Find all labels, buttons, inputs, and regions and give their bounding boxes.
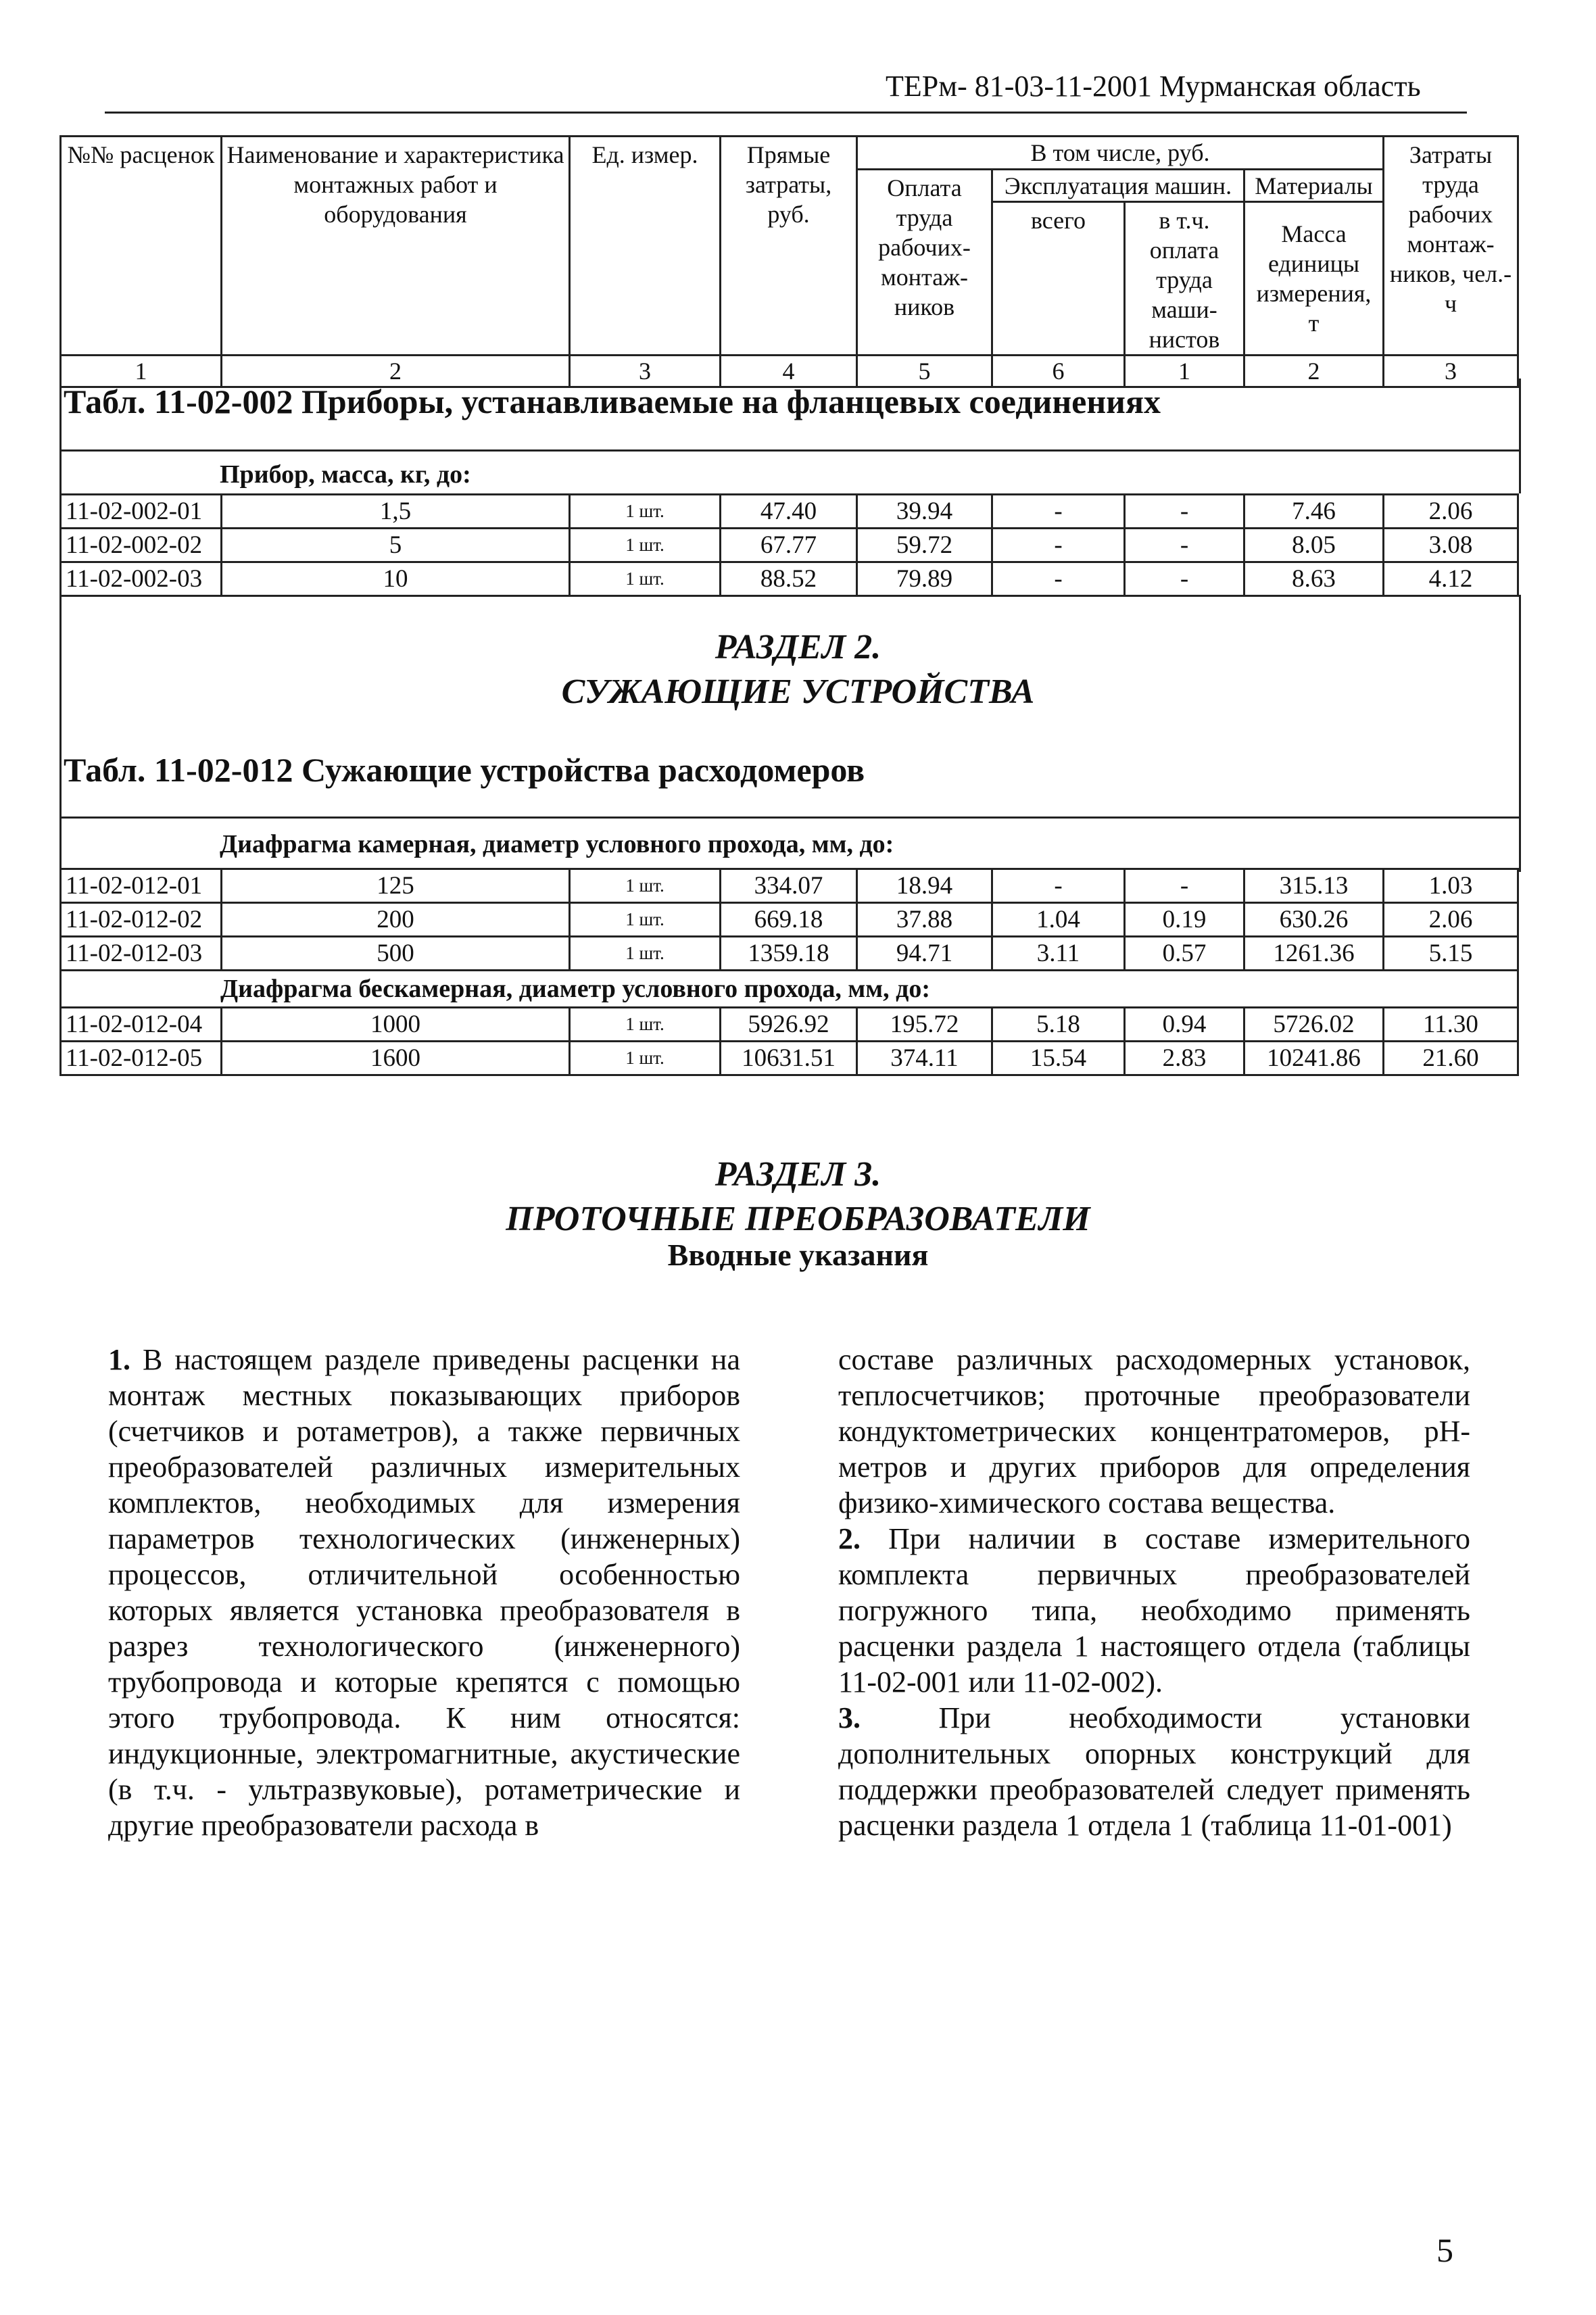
cell-code: 11-02-002-02 (61, 529, 222, 562)
cell-code: 11-02-012-02 (61, 903, 222, 937)
cell-machinists: - (1125, 869, 1244, 903)
paragraph-3 (838, 1700, 1470, 1843)
cell-code: 11-02-012-05 (61, 1042, 222, 1075)
table-row (61, 903, 1518, 937)
table1-group-label: Прибор, масса, кг, до: (220, 460, 471, 489)
cell-param: 1600 (222, 1042, 570, 1075)
cell-unit: 1 шт. (570, 529, 721, 562)
col-number: 4 (721, 356, 857, 387)
cell-direct: 10631.51 (721, 1042, 857, 1075)
cell-unit: 1 шт. (570, 1008, 721, 1042)
paragraph-number: 2. (838, 1522, 861, 1555)
col-header-code: №№ расценок (61, 137, 222, 356)
document-header: ТЕРм- 81-03-11-2001 Мурманская область (886, 70, 1421, 103)
col-header-machinist-wages: в т.ч. оплата труда маши-нистов (1125, 202, 1244, 356)
cell-unit: 1 шт. (570, 903, 721, 937)
cell-machines: - (992, 869, 1125, 903)
col-header-unit: Ед. измер. (570, 137, 721, 356)
column-header-table (59, 135, 1519, 388)
cell-wages: 37.88 (857, 903, 992, 937)
cell-direct: 334.07 (721, 869, 857, 903)
group-row (61, 971, 1518, 1008)
cell-labor: 21.60 (1384, 1042, 1518, 1075)
cell-direct: 67.77 (721, 529, 857, 562)
cell-param: 5 (222, 529, 570, 562)
cell-code: 11-02-012-04 (61, 1008, 222, 1042)
cell-mass: 8.05 (1244, 529, 1384, 562)
col-header-machines: Эксплуатация машин. (992, 170, 1244, 202)
cell-unit: 1 шт. (570, 495, 721, 529)
paragraph-1-continued: составе различных расходомерных установок, теплосчетчиков; проточные преобразователи кондуктометрических концентратомеров, pH-метров и других приборов для определения физико-химического состава вещества. (838, 1343, 1470, 1519)
cell-wages: 39.94 (857, 495, 992, 529)
cell-mass: 10241.86 (1244, 1042, 1384, 1075)
cell-unit: 1 шт. (570, 1042, 721, 1075)
cell-machinists: - (1125, 562, 1244, 596)
cell-direct: 669.18 (721, 903, 857, 937)
cell-code: 11-02-002-01 (61, 495, 222, 529)
section2-number: РАЗДЕЛ 2. (715, 628, 881, 666)
table2-group2-label: Диафрагма бескамерная, диаметр условного прохода, мм, до: (61, 971, 1518, 1008)
cell-code: 11-02-002-03 (61, 562, 222, 596)
paragraph-text: В настоящем разделе приведены расценки на монтаж местных показывающих приборов (счетчиков и ротаметров), а также первичных преобразователей различных измерительных комплектов, необходимых для измерения параметров технологических (инженерных) процессов, отличительной особенностью которых является установка преобразователя в разрез технологического (инженерного) трубопровода и которые крепятся с помощью этого трубопровода. К ним относятся: индукционные, электромагнитные, акустические (в т.ч. - ультразвуковые), ротаметрические и другие преобразователи расхода в (108, 1343, 741, 1842)
cell-machinists: 0.94 (1125, 1008, 1244, 1042)
text-column-right (838, 1342, 1470, 1843)
text-column-left (108, 1342, 740, 1843)
section2-name: СУЖАЮЩИЕ УСТРОЙСТВА (561, 673, 1035, 711)
cell-param: 125 (222, 869, 570, 903)
col-header-including: В том числе, руб. (857, 137, 1384, 170)
page-number: 5 (1436, 2231, 1453, 2269)
col-header-labor: Затраты труда рабочих монтаж-ников, чел.-ч (1384, 137, 1518, 356)
paragraph-2 (838, 1521, 1470, 1700)
cell-labor: 2.06 (1384, 495, 1518, 529)
cell-labor: 11.30 (1384, 1008, 1518, 1042)
cell-direct: 1359.18 (721, 937, 857, 971)
table-row (61, 1008, 1518, 1042)
divider (59, 817, 1519, 819)
table-row (61, 1042, 1518, 1075)
col-header-materials: Материалы (1244, 170, 1384, 202)
cell-wages: 59.72 (857, 529, 992, 562)
cell-param: 200 (222, 903, 570, 937)
paragraph-text: При необходимости установки дополнительных опорных конструкций для поддержки преобразователей следует применять расценки раздела 1 отдела 1 (таблица 11-01-001) (838, 1701, 1470, 1842)
col-number: 2 (1244, 356, 1384, 387)
table2-title: Табл. 11-02-012 Сужающие устройства расходомеров (64, 751, 865, 789)
cell-mass: 1261.36 (1244, 937, 1384, 971)
cell-labor: 1.03 (1384, 869, 1518, 903)
col-number: 6 (992, 356, 1125, 387)
cell-wages: 94.71 (857, 937, 992, 971)
cell-labor: 2.06 (1384, 903, 1518, 937)
paragraph-text: При наличии в составе измерительного комплекта первичных преобразователей погружного типа, необходимо применять расценки раздела 1 настоящего отдела (таблицы 11-02-001 или 11-02-002). (838, 1522, 1470, 1699)
col-number: 5 (857, 356, 992, 387)
table-row (61, 495, 1518, 529)
col-number: 1 (61, 356, 222, 387)
cell-machines: 1.04 (992, 903, 1125, 937)
cell-machinists: - (1125, 495, 1244, 529)
section2-title (0, 625, 1596, 714)
col-header-mass: Масса единицы измерения, т (1244, 202, 1384, 356)
table-row (61, 529, 1518, 562)
cell-unit: 1 шт. (570, 562, 721, 596)
section3-name: ПРОТОЧНЫЕ ПРЕОБРАЗОВАТЕЛИ (506, 1200, 1090, 1238)
header-rule (105, 112, 1467, 114)
col-header-name: Наименование и характеристика монтажных работ и оборудования (222, 137, 570, 356)
cell-code: 11-02-012-01 (61, 869, 222, 903)
cell-mass: 8.63 (1244, 562, 1384, 596)
cell-machinists: 0.57 (1125, 937, 1244, 971)
cell-code: 11-02-012-03 (61, 937, 222, 971)
paragraph-number: 3. (838, 1701, 861, 1734)
cell-machines: 15.54 (992, 1042, 1125, 1075)
cell-param: 10 (222, 562, 570, 596)
cell-labor: 3.08 (1384, 529, 1518, 562)
paragraph-1 (108, 1342, 740, 1843)
cell-machines: - (992, 495, 1125, 529)
intro-heading: Вводные указания (667, 1238, 929, 1272)
cell-mass: 630.26 (1244, 903, 1384, 937)
col-number: 3 (570, 356, 721, 387)
table-row (61, 869, 1518, 903)
cell-mass: 315.13 (1244, 869, 1384, 903)
table-row (61, 562, 1518, 596)
cell-unit: 1 шт. (570, 869, 721, 903)
divider (59, 449, 1519, 452)
col-header-machines-total: всего (992, 202, 1125, 356)
col-number: 3 (1384, 356, 1518, 387)
cell-wages: 18.94 (857, 869, 992, 903)
table1-title: Табл. 11-02-002 Приборы, устанавливаемые на фланцевых соединениях (64, 383, 1161, 420)
cell-machines: - (992, 529, 1125, 562)
col-number: 2 (222, 356, 570, 387)
cell-param: 1,5 (222, 495, 570, 529)
cell-machines: - (992, 562, 1125, 596)
cell-labor: 4.12 (1384, 562, 1518, 596)
cell-direct: 47.40 (721, 495, 857, 529)
table1-data (59, 493, 1519, 597)
table2-data (59, 868, 1519, 1076)
cell-wages: 195.72 (857, 1008, 992, 1042)
cell-wages: 374.11 (857, 1042, 992, 1075)
cell-machinists: 2.83 (1125, 1042, 1244, 1075)
table2-group1-label: Диафрагма камерная, диаметр условного прохода, мм, до: (220, 830, 894, 858)
section3-title (0, 1152, 1596, 1242)
cell-param: 1000 (222, 1008, 570, 1042)
col-header-direct: Прямые затраты, руб. (721, 137, 857, 356)
cell-labor: 5.15 (1384, 937, 1518, 971)
cell-machines: 3.11 (992, 937, 1125, 971)
cell-mass: 5726.02 (1244, 1008, 1384, 1042)
table-row (61, 937, 1518, 971)
paragraph-number: 1. (108, 1343, 130, 1376)
section3-number: РАЗДЕЛ 3. (715, 1155, 881, 1194)
cell-direct: 5926.92 (721, 1008, 857, 1042)
cell-machinists: 0.19 (1125, 903, 1244, 937)
cell-unit: 1 шт. (570, 937, 721, 971)
col-header-wages: Оплата труда рабочих-монтаж-ников (857, 170, 992, 356)
cell-machinists: - (1125, 529, 1244, 562)
col-number: 1 (1125, 356, 1244, 387)
cell-direct: 88.52 (721, 562, 857, 596)
cell-mass: 7.46 (1244, 495, 1384, 529)
cell-wages: 79.89 (857, 562, 992, 596)
cell-machines: 5.18 (992, 1008, 1125, 1042)
cell-param: 500 (222, 937, 570, 971)
